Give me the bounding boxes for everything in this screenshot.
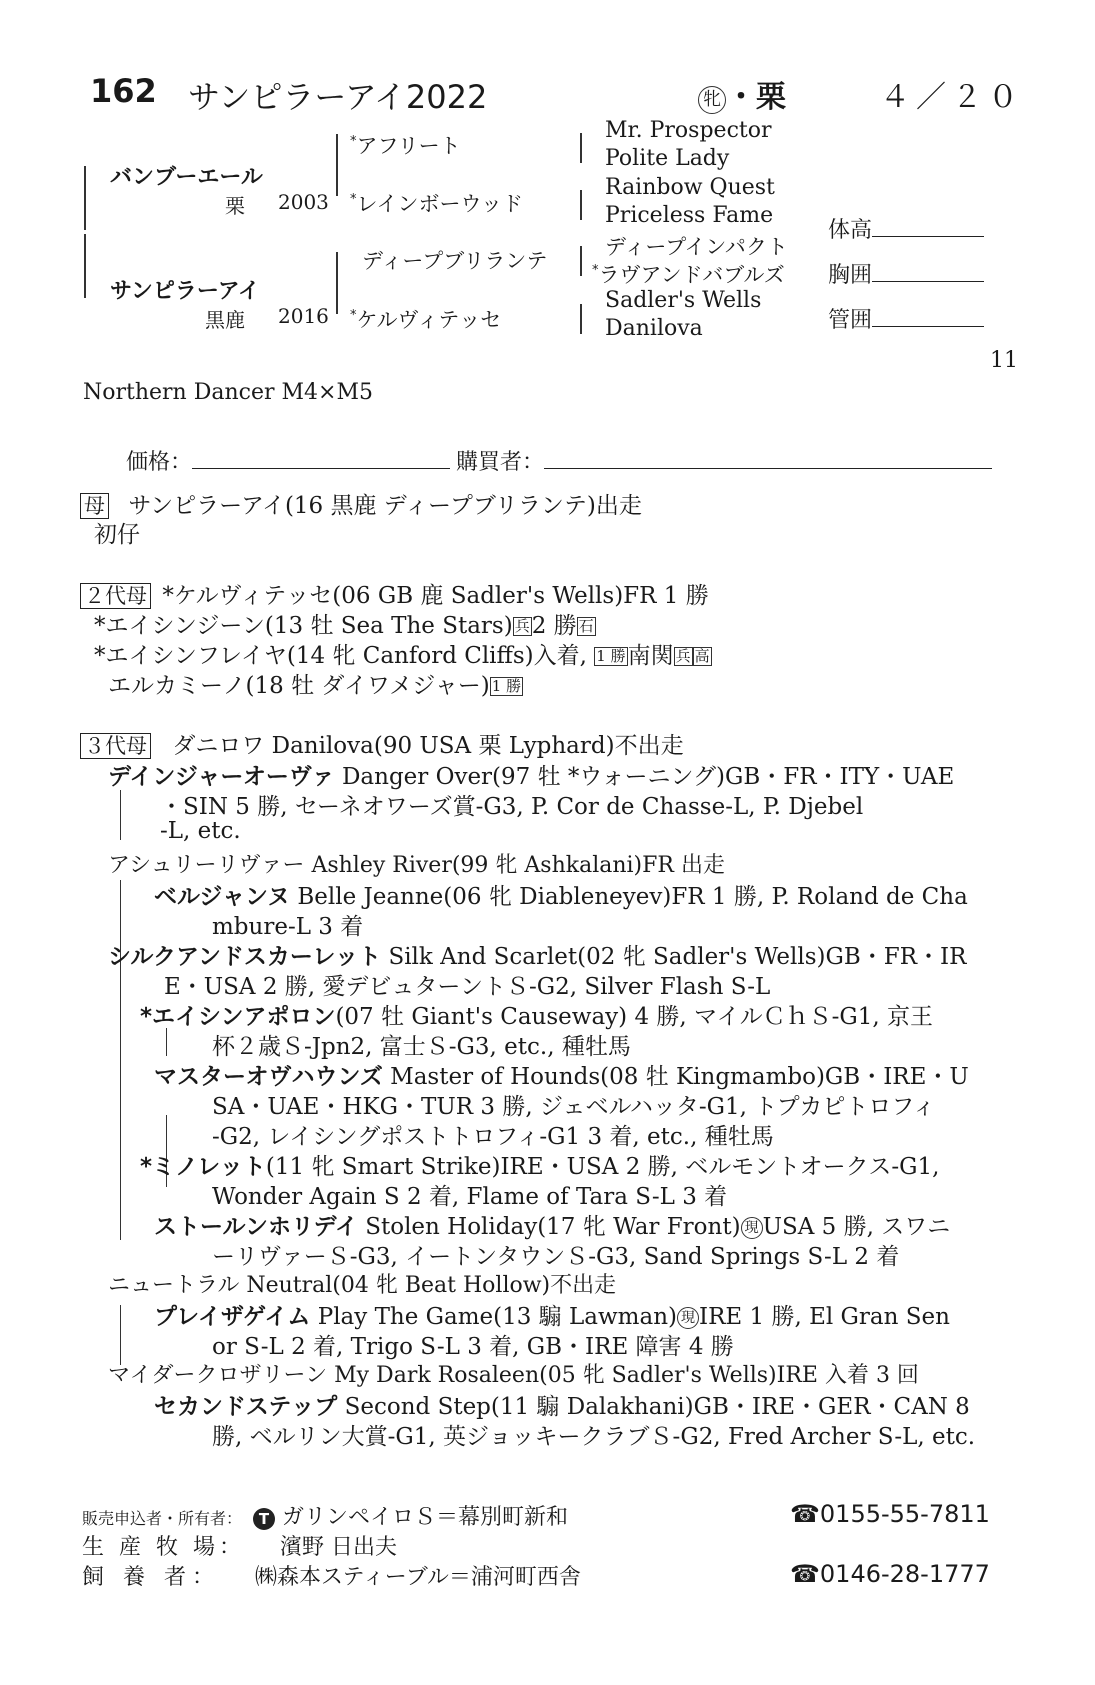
gen3-7: Danilova: [605, 316, 703, 341]
dam-year: 2016: [278, 304, 329, 328]
entry-stolen-holiday-2: ーリヴァーＳ-G3, イートンタウンＳ-G3, Sand Springs S-L 2 着: [212, 1244, 900, 1270]
footer-keeper: 飼 養 者： ㈱森本スティーブル＝浦河町西舎: [82, 1565, 581, 1590]
inbreeding: Northern Dancer M4×M5: [83, 380, 373, 405]
entry-belle-jeanne-1: ベルジャンヌ Belle Jeanne(06 牝 Diableneyev)FR 1 勝, P. Roland de Cha: [154, 884, 968, 910]
color-label: ・栗: [726, 80, 786, 115]
entry-second-step-1: セカンドステップ Second Step(11 騸 Dalakhani)GB・IRE・GER・CAN 8: [154, 1394, 970, 1420]
entry-dark-rosaleen: マイダークロザリーン My Dark Rosaleen(05 牝 Sadler's Wells)IRE 入着 3 回: [108, 1363, 919, 1388]
sire-year: 2003: [278, 190, 329, 214]
price-field[interactable]: 価格：: [126, 445, 450, 476]
second-dam-line-1: *エイシンジーン(13 牡 Sea The Stars) 兵2 勝 石: [94, 613, 594, 639]
entry-silk-scarlet-2: E・USA 2 勝, 愛デビュターントＳ-G2, Silver Flash S-L: [164, 974, 771, 1000]
entry-master-hounds-3: -G2, レイシングポストトロフィ-G1 3 着, etc., 種牡馬: [212, 1124, 774, 1150]
dam-label: 母: [80, 493, 109, 519]
entry-minorette-1: *ミノレット(11 牝 Smart Strike)IRE・USA 2 勝, ベルモントオークス-G1,: [140, 1154, 940, 1180]
entry-belle-jeanne-2: mbure-L 3 着: [212, 914, 364, 940]
dam-section: [80, 487, 642, 520]
third-dam-head: ３代母 ダニロワ Danilova(90 USA 栗 Lyphard)不出走: [80, 727, 684, 760]
gen3-0: Mr. Prospector: [605, 118, 772, 143]
entry-minorette-2: Wonder Again S 2 着, Flame of Tara S-L 3 着: [212, 1184, 728, 1210]
dam-color: 黒鹿: [205, 308, 245, 332]
entry-stolen-holiday-1: ストールンホリデイ Stolen Holiday(17 牝 War Front) 現 USA 5 勝, スワニ: [154, 1214, 951, 1240]
entry-master-hounds-2: SA・UAE・HKG・TUR 3 勝, ジェベルハッタ-G1, トプカピトロフィ: [212, 1094, 936, 1120]
sex-mark: 牝: [698, 86, 726, 114]
footer-owner: 販売申込者・所有者： T ガリンペイロＳ＝幕別町新和: [82, 1505, 569, 1530]
measure-height: 体高: [828, 213, 984, 244]
buyer-field[interactable]: 購買者：: [456, 445, 992, 476]
entry-silk-scarlet-1: シルクアンドスカーレット Silk And Scarlet(02 牝 Sadler's Wells)GB・FR・IR: [108, 944, 967, 970]
gen2-0: *アフリート: [350, 134, 461, 158]
gen2-3: *ケルヴィテッセ: [350, 308, 502, 332]
entry-second-step-2: 勝, ベルリン大賞-G1, 英ジョッキークラブＳ-G2, Fred Archer S-L, etc.: [212, 1424, 976, 1450]
lot-number: 162: [90, 72, 157, 110]
phone-icon: ☎: [790, 1560, 820, 1588]
gen3-3: Priceless Fame: [605, 203, 774, 228]
page-number: 11: [990, 348, 1018, 373]
dam-name: サンピラーアイ: [110, 279, 260, 304]
entry-neutral: ニュートラル Neutral(04 牝 Beat Hollow)不出走: [108, 1273, 617, 1298]
entry-eishin-apollon-2: 杯２歳Ｓ-Jpn2, 富士Ｓ-G3, etc., 種牡馬: [212, 1034, 631, 1060]
measure-chest: 胸囲: [828, 258, 984, 289]
gen3-4: ディープインパクト: [605, 235, 788, 259]
entry-master-hounds-1: マスターオヴハウンズ Master of Hounds(08 牡 Kingmambo)GB・IRE・U: [154, 1064, 969, 1090]
gen3-2: Rainbow Quest: [605, 175, 775, 200]
sex-color: [698, 72, 786, 116]
second-dam-head: ２代母 *ケルヴィテッセ(06 GB 鹿 Sadler's Wells)FR 1 勝: [80, 577, 709, 610]
birth-date: ４／２０: [880, 80, 1024, 115]
measure-cannon: 管囲: [828, 303, 984, 334]
footer-owner-tel: ☎0155-55-7811: [790, 1500, 990, 1528]
second-dam-line-2: *エイシンフレイヤ(14 牝 Canford Cliffs)入着, 1 勝南関 兵 高: [94, 643, 710, 669]
sire-name: バンブーエール: [110, 165, 263, 190]
dam-line-1: サンピラーアイ(16 黒鹿 ディープブリランテ)出走: [128, 493, 642, 519]
third-dam-label: ３代母: [80, 733, 151, 759]
entry-danger-over-1: デインジャーオーヴァ Danger Over(97 牡 *ウォーニング)GB・FR・ITY・UAE: [108, 764, 955, 790]
gen2-1: *レインボーウッド: [350, 192, 524, 216]
footer-keeper-tel: ☎0146-28-1777: [790, 1560, 990, 1588]
gen3-6: Sadler's Wells: [605, 288, 762, 313]
phone-icon: ☎: [790, 1500, 820, 1528]
gen3-5: *ラヴアンドバブルズ: [592, 263, 785, 287]
entry-eishin-apollon-1: *エイシンアポロン(07 牡 Giant's Causeway) 4 勝, マイルＣｈＳ-G1, 京王: [140, 1004, 933, 1030]
footer-breeder: 生 産 牧 場： 濱野 日出夫: [82, 1535, 397, 1560]
entry-danger-over-3: -L, etc.: [160, 818, 241, 844]
second-dam-line-3: エルカミーノ(18 牡 ダイワメジャー) 1 勝: [108, 673, 522, 699]
entry-danger-over-2: ・SIN 5 勝, セーネオワーズ賞-G3, P. Cor de Chasse-L, P. Djebel: [160, 794, 864, 820]
sire-color: 栗: [225, 194, 245, 218]
dam-line-2: 初仔: [94, 522, 140, 548]
t-mark-icon: T: [253, 1508, 275, 1530]
entry-ashley-river: アシュリーリヴァー Ashley River(99 牝 Ashkalani)FR 出走: [108, 853, 725, 878]
entry-play-the-game-1: プレイザゲイム Play The Game(13 騸 Lawman) 現 IRE 1 勝, El Gran Sen: [154, 1304, 950, 1330]
gen2-2: ディープブリランテ: [362, 249, 548, 273]
entry-play-the-game-2: or S-L 2 着, Trigo S-L 3 着, GB・IRE 障害 4 勝: [212, 1334, 734, 1360]
second-dam-label: ２代母: [80, 583, 151, 609]
gen3-1: Polite Lady: [605, 146, 730, 171]
horse-name: サンピラーアイ2022: [188, 78, 488, 116]
